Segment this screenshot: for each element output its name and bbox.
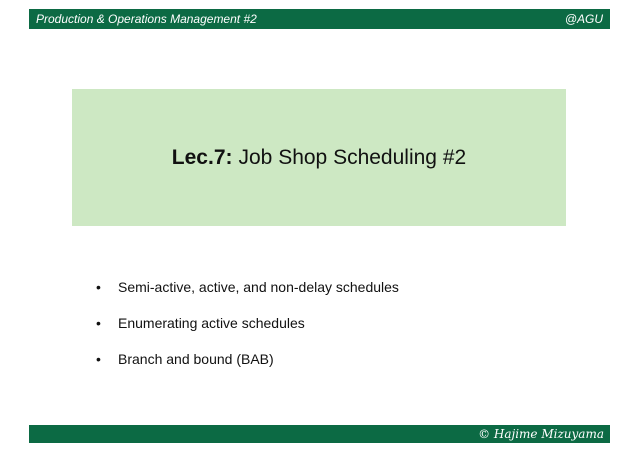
author-credit: © Hajime Mizuyama: [478, 427, 604, 441]
title-box: [72, 89, 566, 226]
list-item-text: Enumerating active schedules: [118, 315, 305, 331]
slide-title: [72, 89, 566, 226]
bullet-icon: •: [96, 315, 101, 331]
list-item-text: Semi-active, active, and non-delay schedules: [118, 279, 399, 295]
topic-list: [96, 278, 576, 368]
lecture-number: Lec.7:: [171, 145, 233, 169]
lecture-title: Job Shop Scheduling #2: [238, 145, 467, 169]
bullet-icon: •: [96, 279, 101, 295]
list-item: [96, 350, 576, 368]
bullet-icon: •: [96, 351, 101, 367]
list-item: [96, 314, 576, 332]
header-bar: [29, 9, 610, 29]
institution-tag: @AGU: [564, 12, 603, 26]
list-item: [96, 278, 576, 296]
course-title: Production & Operations Management #2: [36, 12, 257, 26]
footer-bar: [29, 425, 610, 443]
list-item-text: Branch and bound (BAB): [118, 351, 274, 367]
